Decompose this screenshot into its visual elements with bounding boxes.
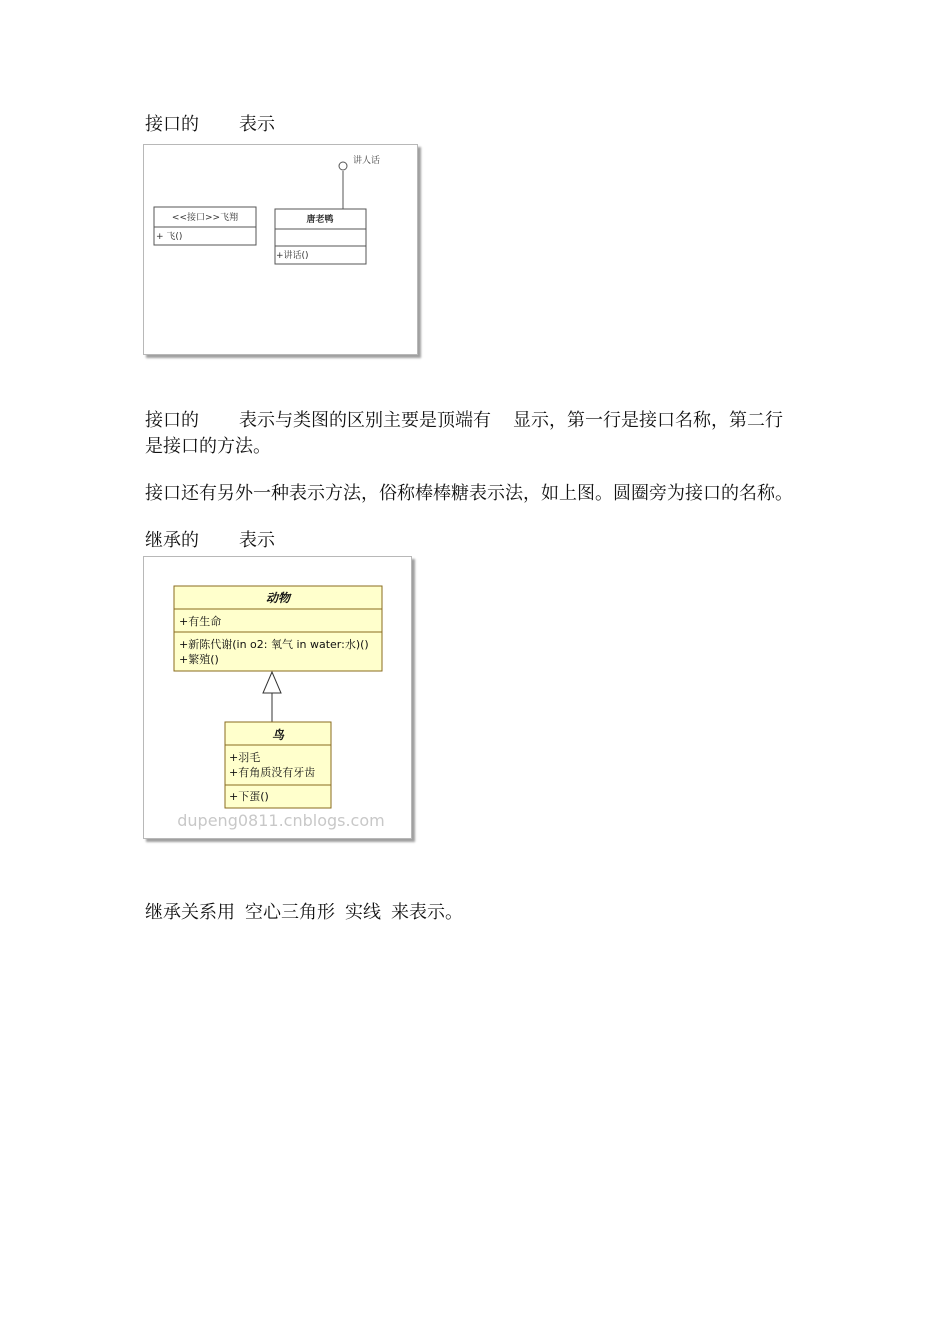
interface-description [145,408,783,460]
interface-box-title: <<接口>>飞翔 [171,213,239,223]
inheritance-heading [145,528,275,554]
inheritance-heading-part2: 表示 [239,530,275,551]
inheritance-diagram [143,556,412,839]
interface-desc-1a: 接口的 [145,410,199,431]
interface-heading [145,112,275,138]
inheritance-desc-4: 来表示。 [391,902,463,923]
parent-class-name: 动物 [265,591,291,605]
watermark-text: dupeng0811.cnblogs.com [177,811,385,830]
lollipop-description: 接口还有另外一种表示方法，俗称棒棒糖表示法，如上图。圆圈旁为接口的名称。 [145,483,793,504]
lollipop-circle-icon [339,162,347,170]
interface-desc-2: 是接口的方法。 [145,436,271,457]
interface-diagram-svg [144,145,417,354]
child-attribute-2: +有角质没有牙齿 [229,766,316,779]
class-box-title: 唐老鸭 [306,215,334,225]
interface-box-method: + 飞() [156,232,183,242]
child-class-name: 鸟 [271,728,285,742]
lollipop-label: 讲人话 [353,156,381,166]
inheritance-desc-3: 实线 [345,902,381,923]
child-method: +下蛋() [229,790,269,803]
hollow-triangle-icon [263,672,281,693]
child-attribute-1: +羽毛 [229,751,261,764]
interface-heading-part2: 表示 [239,114,275,135]
inheritance-desc-1: 继承关系用 [145,902,235,923]
inheritance-desc-2: 空心三角形 [245,902,335,923]
interface-desc-1c: 显示，第一行是接口名称，第二行 [513,410,783,431]
parent-method-2: +繁殖() [179,653,219,666]
class-box-method: +讲话() [276,251,309,261]
interface-diagram [143,144,418,355]
interface-desc-1b: 表示与类图的区别主要是顶端有 [239,410,491,431]
inheritance-description [145,900,463,926]
interface-heading-part1: 接口的 [145,114,199,135]
inheritance-heading-part1: 继承的 [145,530,199,551]
parent-attribute: +有生命 [179,615,222,628]
inheritance-diagram-svg [144,557,411,838]
parent-method-1: +新陈代谢(in o2: 氧气 in water:水)() [179,638,369,651]
